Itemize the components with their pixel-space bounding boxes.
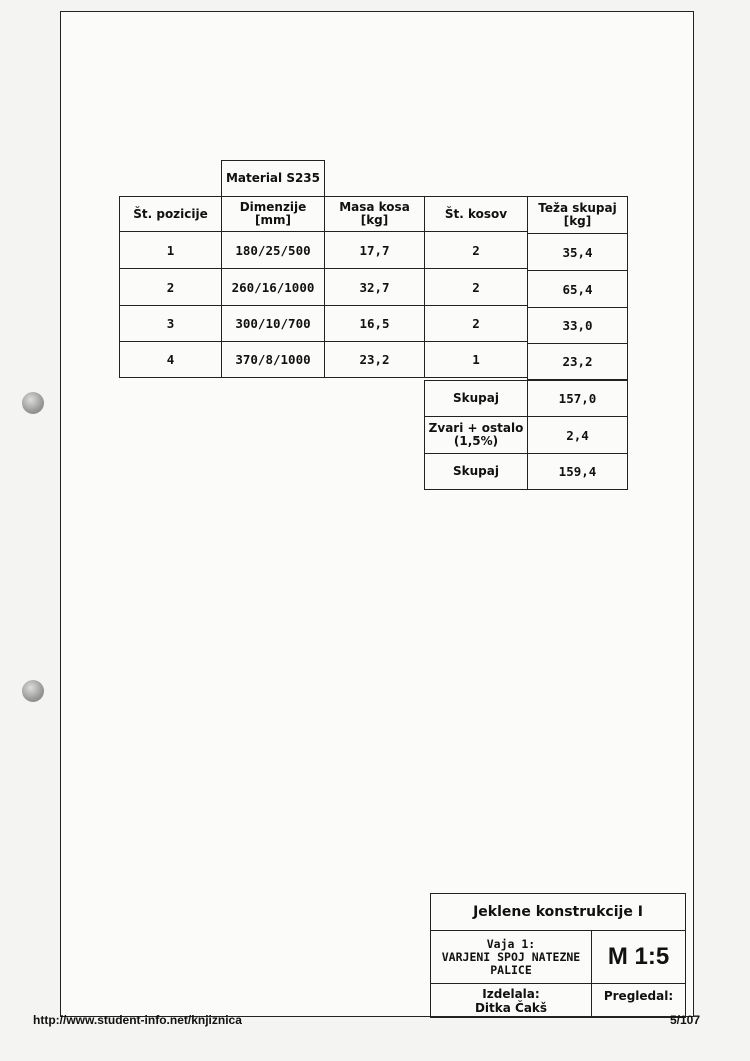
col-header-position: Št. pozicije [119, 196, 222, 232]
table-cell: 2 [424, 268, 528, 306]
table-cell: 33,0 [527, 307, 628, 344]
table-cell: 17,7 [324, 231, 425, 269]
table-cell: 16,5 [324, 305, 425, 342]
scale: M 1:5 [591, 930, 686, 984]
table-cell: 23,2 [324, 341, 425, 378]
table-cell: 370/8/1000 [221, 341, 325, 378]
task-title: Vaja 1: VARJENI SPOJ NATEZNE PALICE [430, 930, 592, 984]
col-header-piece-count: Št. kosov [424, 196, 528, 232]
summary-value: 157,0 [527, 380, 628, 417]
table-cell: 2 [424, 231, 528, 269]
binder-hole [22, 680, 44, 702]
table-cell: 1 [119, 231, 222, 269]
checked-by: Pregledal: [591, 983, 686, 1018]
made-by-label: Izdelala: [482, 986, 540, 1001]
table-cell: 300/10/700 [221, 305, 325, 342]
table-cell: 3 [119, 305, 222, 342]
summary-value: 2,4 [527, 416, 628, 454]
table-cell: 180/25/500 [221, 231, 325, 269]
table-cell: 2 [119, 268, 222, 306]
table-cell: 4 [119, 341, 222, 378]
summary-label: Skupaj [424, 380, 528, 417]
col-header-dimensions: Dimenzije [mm] [221, 196, 325, 232]
col-header-total-weight: Teža skupaj [kg] [527, 196, 628, 234]
made-by-name: Ditka Čakš [474, 1000, 548, 1015]
binder-hole [22, 392, 44, 414]
footer-url[interactable]: http://www.student-info.net/knjiznica [33, 1013, 242, 1027]
table-cell: 23,2 [527, 343, 628, 380]
summary-label: Zvari + ostalo (1,5%) [424, 416, 528, 454]
made-by [430, 983, 592, 1018]
drawing-frame [60, 11, 694, 1017]
col-header-piece-mass: Masa kosa [kg] [324, 196, 425, 232]
material-header: Material S235 [221, 160, 325, 197]
table-cell: 1 [424, 341, 528, 378]
table-cell: 35,4 [527, 233, 628, 271]
page-number: 5/107 [670, 1013, 701, 1027]
table-cell: 260/16/1000 [221, 268, 325, 306]
summary-label: Skupaj [424, 453, 528, 490]
table-cell: 65,4 [527, 270, 628, 308]
course-title: Jeklene konstrukcije I [430, 893, 686, 931]
table-cell: 2 [424, 305, 528, 342]
summary-value: 159,4 [527, 453, 628, 490]
table-cell: 32,7 [324, 268, 425, 306]
